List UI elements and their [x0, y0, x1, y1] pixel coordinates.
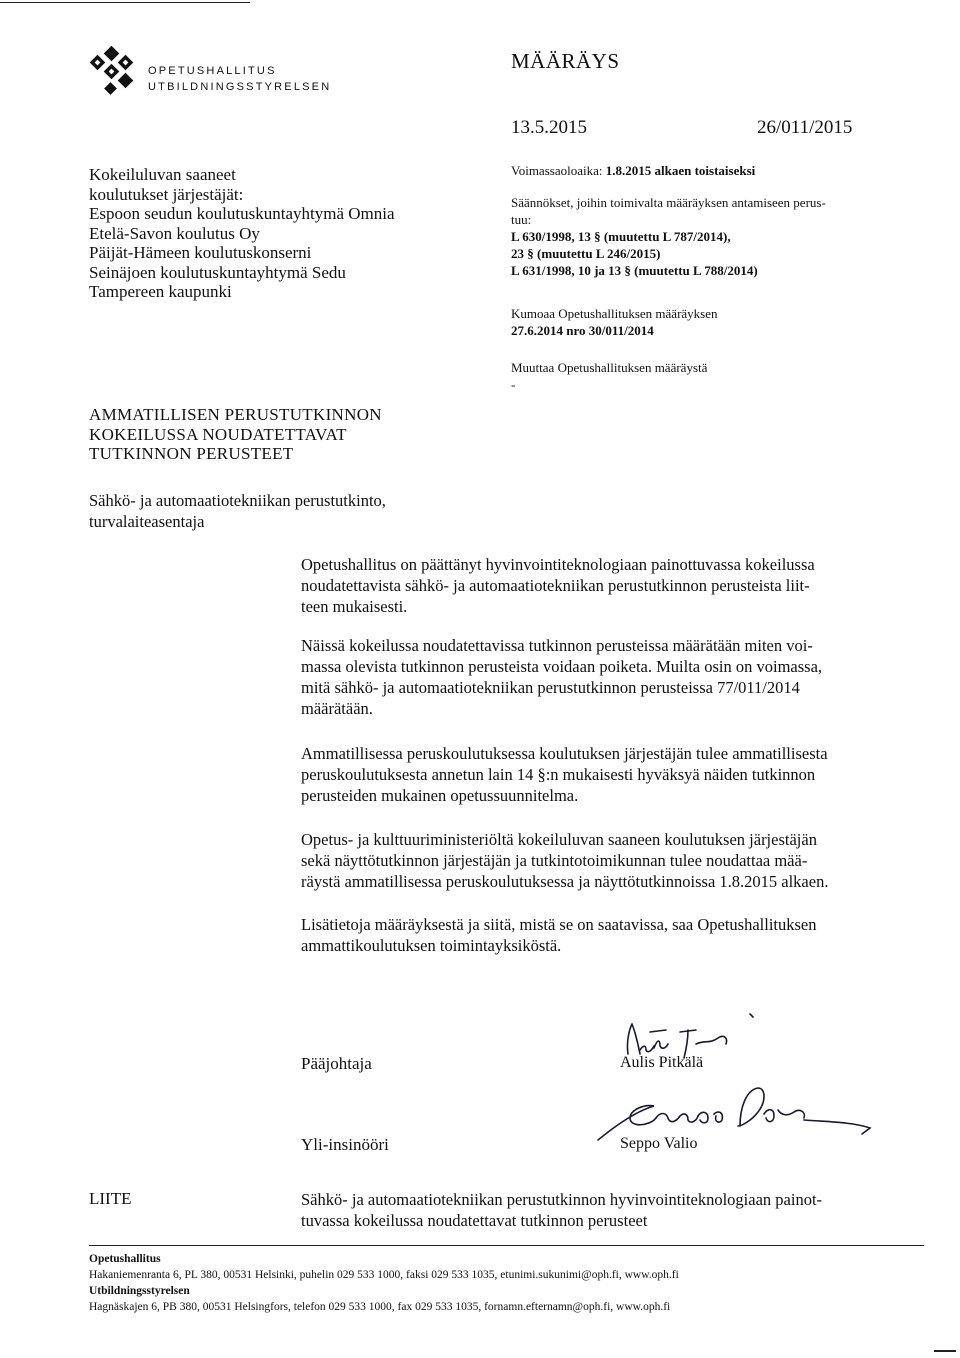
- recipient-line: Tampereen kaupunki: [89, 282, 232, 301]
- amends-block: [511, 359, 931, 393]
- footer-org-sv: Utbildningsstyrelsen: [89, 1285, 190, 1297]
- law-reference: L 631/1998, 10 ja 13 § (muutettu L 788/2014): [511, 263, 758, 278]
- footer: [89, 1251, 929, 1315]
- signature-role-2: Yli-insinööri: [301, 1135, 389, 1154]
- body-paragraph-2: [301, 635, 901, 719]
- body-line: Opetus- ja kulttuuriministeriöltä kokeiluluvan saaneen koulutuksen järjestäjän: [301, 830, 817, 849]
- qualification-line: turvalaiteasentaja: [89, 512, 205, 531]
- body-paragraph-5: [301, 914, 901, 956]
- attachment-label: LIITE: [89, 1189, 132, 1208]
- subject-heading-line: TUTKINNON PERUSTEET: [89, 444, 294, 463]
- signature-name-1: Aulis Pitkälä: [620, 1054, 704, 1071]
- attachment-line: tuvassa kokeilussa noudatettavat tutkinnon perusteet: [301, 1211, 648, 1230]
- recipient-line: Etelä-Savon koulutus Oy: [89, 223, 260, 243]
- doc-type: MÄÄRÄYS: [511, 49, 620, 73]
- attachment-description: [301, 1189, 921, 1231]
- signature-name-2: Seppo Valio: [620, 1135, 698, 1152]
- authority-intro-2: tuu:: [511, 212, 532, 227]
- body-paragraph-3: [301, 743, 901, 806]
- authority-intro-1: Säännökset, joihin toimivalta määräyksen antamiseen perus-: [511, 195, 826, 210]
- recipient-line: Seinäjoen koulutuskuntayhtymä Sedu: [89, 262, 346, 282]
- repeals-block: [511, 305, 931, 339]
- recipient-line: Kokeiluluvan saaneet: [89, 165, 236, 184]
- authority-block: [511, 194, 931, 279]
- footer-divider: [89, 1245, 924, 1246]
- qualification-line: Sähkö- ja automaatiotekniikan perustutkinto,: [89, 491, 386, 510]
- recipient-line: Espoon seudun koulutuskuntayhtymä Omnia: [89, 204, 395, 223]
- doc-number: 26/011/2015: [757, 117, 853, 138]
- signature-role-1: Pääjohtaja: [301, 1054, 372, 1073]
- body-line: perusteiden mukainen opetussuunnitelma.: [301, 786, 579, 805]
- body-line: massa olevista tutkinnon perusteista voidaan poiketa. Muilta osin on voimassa,: [301, 657, 823, 676]
- law-reference: 23 § (muutettu L 246/2015): [511, 246, 661, 261]
- body-line: ammattikoulutuksen toimintayksiköstä.: [301, 936, 562, 955]
- amends-value: -: [511, 377, 516, 392]
- body-paragraph-1: [301, 554, 901, 617]
- footer-address-fi: Hakaniemenranta 6, PL 380, 00531 Helsinki, puhelin 029 533 1000, faksi 029 533 1035, etunimi.sukunimi@oph.fi, www.oph.fi: [89, 1269, 679, 1281]
- attachment-line: Sähkö- ja automaatiotekniikan perustutkinnon hyvinvointiteknologiaan painot-: [301, 1190, 823, 1209]
- subject-heading: [89, 405, 469, 464]
- subject-heading-line: AMMATILLISEN PERUSTUTKINNON: [89, 405, 382, 424]
- recipients-block: [89, 165, 469, 302]
- body-line: Opetushallitus on päättänyt hyvinvointiteknologiaan painottuvassa kokeilussa: [301, 555, 815, 574]
- recipient-line: Päijät-Hämeen koulutuskonserni: [89, 243, 312, 262]
- validity-value: 1.8.2015 alkaen toistaiseksi: [605, 163, 756, 178]
- repeals-label: Kumoaa Opetushallituksen määräyksen: [511, 306, 718, 321]
- org-name-sv: UTBILDNINGSSTYRELSEN: [148, 81, 332, 93]
- footer-address-sv: Hagnäskajen 6, PB 380, 00531 Helsingfors, telefon 029 533 1000, fax 029 533 1035, fornamn.efternamn@oph.fi, www.oph.fi: [89, 1301, 671, 1313]
- body-line: räystä ammatillisessa peruskoulutuksessa ja näyttötutkinnoissa 1.8.2015 alkaen.: [301, 872, 829, 891]
- body-line: Näissä kokeilussa noudatettavissa tutkinnon perusteissa määrätään miten voi-: [301, 636, 813, 655]
- subject-heading-line: KOKEILUSSA NOUDATETTAVAT: [89, 424, 347, 444]
- body-paragraph-4: [301, 829, 901, 892]
- top-edge-rule: [0, 2, 250, 3]
- scan-mark: [934, 1350, 956, 1352]
- validity: [511, 162, 931, 179]
- body-line: mitä sähkö- ja automaatiotekniikan perustutkinnon perusteissa 77/011/2014: [301, 678, 800, 697]
- law-reference: L 630/1998, 13 § (muutettu L 787/2014),: [511, 229, 731, 244]
- recipient-line: koulutukset järjestäjät:: [89, 184, 244, 204]
- footer-org-fi: Opetushallitus: [89, 1253, 161, 1265]
- body-line: peruskoulutuksesta annetun lain 14 §:n mukaisesti hyväksyä näiden tutkinnon: [301, 765, 816, 784]
- validity-label: Voimassaoloaika:: [511, 163, 603, 178]
- body-line: teen mukaisesti.: [301, 597, 408, 616]
- doc-date: 13.5.2015: [511, 117, 587, 138]
- amends-label: Muuttaa Opetushallituksen määräystä: [511, 360, 708, 375]
- body-line: sekä näyttötutkinnon järjestäjän ja tutkintotoimikunnan tulee noudattaa mää-: [301, 851, 808, 870]
- oph-logo-icon: [82, 44, 144, 103]
- repeals-value: 27.6.2014 nro 30/011/2014: [511, 323, 654, 338]
- body-line: Lisätietoja määräyksestä ja siitä, mistä se on saatavissa, saa Opetushallituksen: [301, 915, 817, 934]
- org-name-fi: OPETUSHALLITUS: [148, 65, 277, 77]
- body-line: noudatettavista sähkö- ja automaatiotekniikan perustutkinnon perusteista liit-: [301, 576, 810, 595]
- body-line: Ammatillisessa peruskoulutuksessa koulutuksen järjestäjän tulee ammatillisesta: [301, 744, 828, 763]
- qualification-name: [89, 490, 469, 532]
- logo-org-name: [148, 63, 331, 95]
- body-line: määrätään.: [301, 699, 373, 718]
